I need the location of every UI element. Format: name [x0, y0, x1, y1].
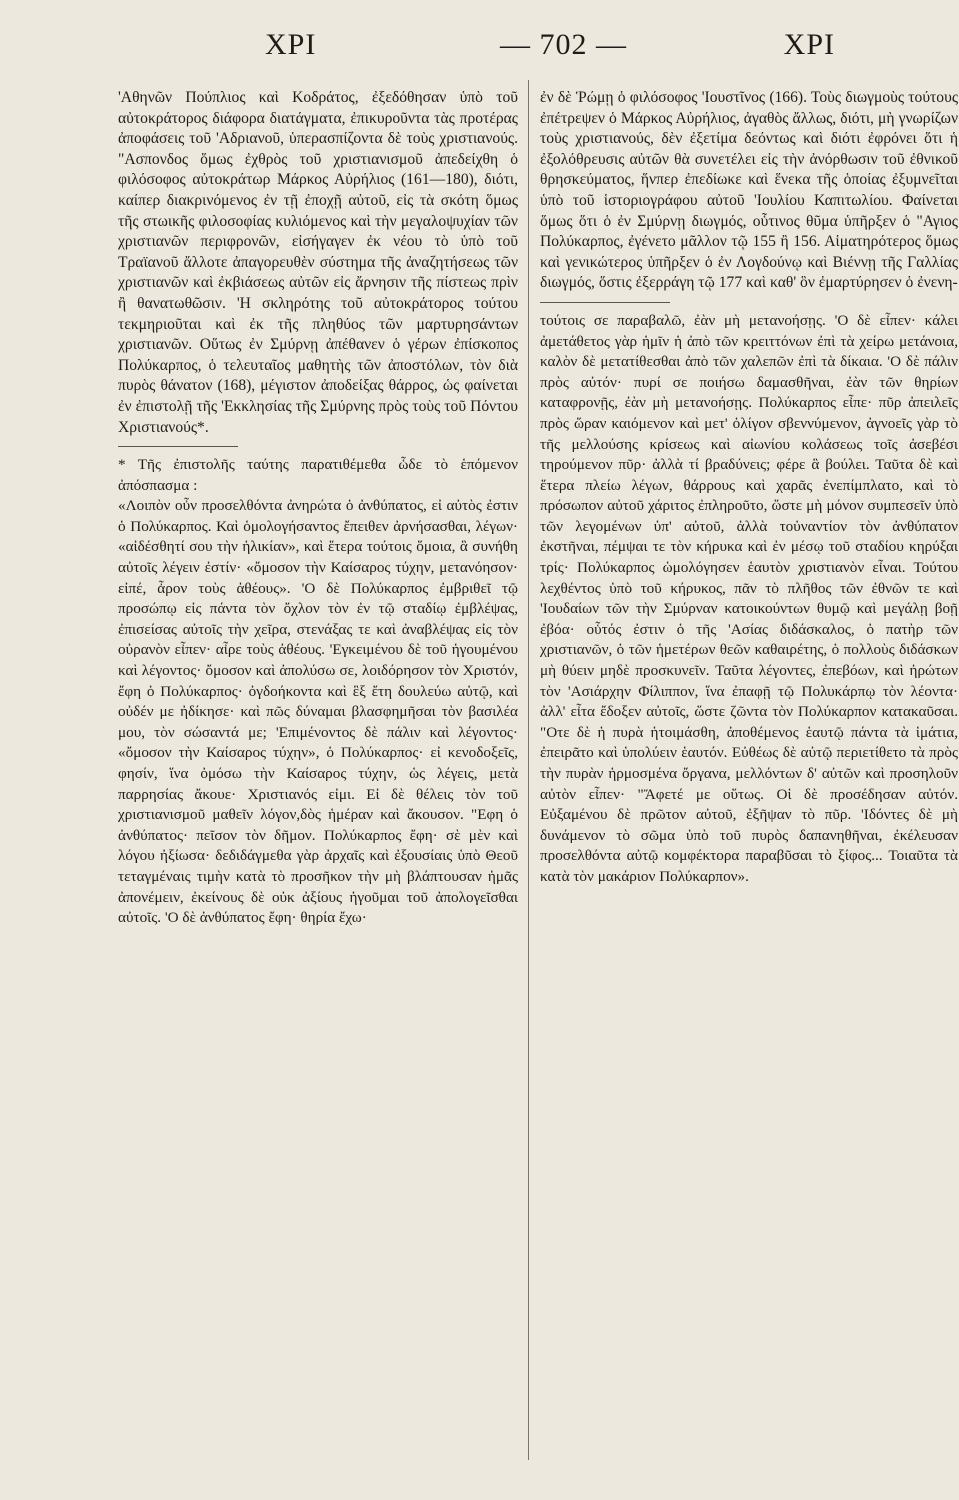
left-main-text: 'Αθηνῶν Πούπλιος καὶ Κοδράτος, ἐξεδόθησαν ὑπὸ τοῦ αὐτοκράτορος διάφορα διατάγματα, ἐπικυροῦντα τὰς προτέρας ἀποφάσεις τοῦ 'Αδριανοῦ, ὑπερασπίζοντα δὲ τοὺς χριστιανούς. "Ασπονδος ὅμως ἐχθρὸς τοῦ χριστιανισμοῦ ἀπεδείχθη ὁ φιλόσοφος αὐτοκράτωρ Μάρκος Αὐρήλιος (161—180), διότι, καίπερ διακρινόμενος ἐν τῇ ἐποχῇ αὐτοῦ, εἰς τὰ σκότη ὅμως τῆς στωικῆς φιλοσοφίας κυλιόμενος καὶ τὴν μεγαλοψυχίαν τῶν χριστιανῶν περιφρονῶν, εἰσήγαγεν ἐκ νέου τὸ ὑπὸ τοῦ Τραϊανοῦ ἄλλοτε ἀπαγορευθὲν σύστημα τῆς ἀναζητήσεως τῶν χριστιανῶν καὶ ἐκβιάσεως αὐτῶν εἰς ἄρνησιν τῆς πίστεως πρὶν ἢ θανατωθῶσιν. 'Η σκληρότης τοῦ αὐτοκράτορος τούτου τεκμηριοῦται καὶ ἐκ τῆς πληθύος τῶν μαρτυρησάντων χριστιανῶν. Οὕτως ἐν Σμύρνῃ ἀπέθανεν ὁ γέρων ἐπίσκοπος Πολύκαρπος, ὁ τελευταῖος μαθητὴς τῶν ἀποστόλων, τὸν διὰ πυρὸς θάνατον (168), μέγιστον ἀποδείξας θάρρος, ὡς φαίνεται ἐν ἐπιστολῇ τῆς 'Εκκλησίας τῆς Σμύρνης πρὸς τοὺς τοῦ Πόντου Χριστιανούς*.	[118, 89, 518, 436]
footnote-intro: * Τῆς ἐπιστολῆς ταύτης παρατιθέμεθα ὧδε τὸ ἑπόμενον ἀπόσπασμα :	[118, 456, 518, 494]
header-right-keyword: ΧΡΙ	[783, 28, 835, 61]
footnote-rule-right	[540, 302, 670, 303]
page-header	[95, 28, 855, 76]
footnote-rule-left	[118, 446, 238, 447]
page-number: — 702 —	[500, 28, 627, 61]
header-left-keyword: ΧΡΙ	[265, 28, 317, 61]
right-main-text: ἐν δὲ Ῥώμῃ ὁ φιλόσοφος 'Ιουστῖνος (166). Τοὺς διωγμοὺς τούτους ἐπέτρεψεν ὁ Μάρκος Αὐρήλιος, ἀγαθὸς ἄλλως, διότι, μὴ γνωρίζων τοὺς χριστιανούς, δὲν ἐξετίμα δεόντως καὶ διότι ἐφρόνει ὅτι ἡ ἐξολόθρευσις αὐτῶν θὰ συνετέλει εἰς τὴν ἀνόρθωσιν τοῦ ἐθνικοῦ θρησκεύματος, ἥνπερ ἐπεδίωκε καὶ ἕνεκα τῆς ὁποίας ἐξυμνεῖται ὑπὸ τοῦ ἱστοριογράφου αὐτοῦ 'Ιουλίου Καπιτωλίου. Φαίνεται ὅμως ὅτι ὁ ἐν Σμύρνῃ διωγμός, οὗτινος θῦμα ὑπῆρξεν ὁ "Αγιος Πολύκαρπος, ἐγένετο μᾶλλον τῷ 155 ἢ 156. Αἱματηρότερος ὅμως καὶ γενικώτερος ὑπῆρξεν ὁ ἐν Λογδούνῳ καὶ Βιέννῃ τῆς Γαλλίας διωγμός, ὅστις ἐξερράγη τῷ 177 καὶ καθ' ὃν ἐμαρτύρησεν ὁ ἐνενη-	[540, 89, 958, 292]
right-column	[540, 88, 958, 888]
column-divider	[528, 80, 529, 1460]
left-column	[118, 88, 518, 929]
footnote-text-right: τούτοις σε παραβαλῶ, ἐὰν μὴ μετανοήσῃς. 'Ο δὲ εἶπεν· κάλει ἀμετάθετος γὰρ ἡμῖν ἡ ἀπὸ τῶν κρειττόνων ἐπὶ τὰ χείρω μετάνοια, καλὸν δὲ μετατίθεσθαι ἀπὸ τῶν χαλεπῶν ἐπὶ τὰ δίκαια. 'Ο δὲ πάλιν πρὸς αὐτόν· πυρί σε ποιήσω δαμασθῆναι, ἐὰν τῶν θηρίων καταφρονῇς, ἐὰν μὴ μετανοήσῃς. Πολύκαρπος εἶπε· πῦρ ἀπειλεῖς πρὸς ὥραν καιόμενον καὶ μετ' ὀλίγον σβεννύμενον, ἀγνοεῖς γὰρ τὸ τῆς μελλούσης κρίσεως καὶ αἰωνίου κολάσεως τοῖς ἀσεβέσι τηρούμενον πῦρ· ἀλλὰ τί βραδύνεις; φέρε ἃ βούλει. Ταῦτα δὲ καὶ ἕτερα πλείω λέγων, θάρρους καὶ χαρᾶς ἐνεπίμπλατο, καὶ τὸ πρόσωπον αὐτοῦ χάριτος ἐπληροῦτο, ὥστε μὴ μόνον συμπεσεῖν ὑπὸ τῶν λεγομένων ὑπ' αὐτοῦ, ἀλλὰ τοὐναντίον τὸν ἀνθύπατον ἐκστῆναι, πέμψαι τε τὸν κήρυκα καὶ ἐν μέσῳ τοῦ σταδίου κηρύξαι τρίς· Πολύκαρπος ὡμολόγησεν ἑαυτὸν χριστιανὸν εἶναι. Τούτου λεχθέντος ὑπὸ τοῦ κήρυκος, πᾶν τὸ πλῆθος τῶν ἐθνῶν τε καὶ 'Ιουδαίων τῶν τὴν Σμύρναν κατοικούντων θυμῷ καὶ μεγάλῃ βοῇ ἐβόα· οὗτός ἐστιν ὁ τῆς 'Ασίας διδάσκαλος, ὁ πατὴρ τῶν χριστιανῶν, ὁ τῶν ἡμετέρων θεῶν καθαιρέτης, ὁ πολλοὺς διδάσκων μὴ θύειν μηδὲ προσκυνεῖν. Ταῦτα λέγοντες, ἐπεβόων, καὶ ἠρώτων τὸν 'Ασιάρχην Φίλιππον, ἵνα ἐπαφῇ τῷ Πολυκάρπῳ τὸν λέοντα· ἀλλ' εἶτα ἔδοξεν αὐτοῖς, ὥστε ζῶντα τὸν Πολύκαρπον κατακαῦσαι. "Οτε δὲ ἡ πυρὰ ἡτοιμάσθη, ἀποθέμενος ἑαυτῷ πάντα τὰ ἱμάτια, ἐπειρᾶτο καὶ ὑπολύειν ἑαυτόν. Εὐθέως δὲ αὐτῷ περιετίθετο τὰ πρὸς τὴν πυρὰν ἡρμοσμένα ὄργανα, μελλόντων δ' αὐτῶν καὶ προσηλοῦν αὐτὸν εἶπεν· "Ἄφετέ με οὕτως. Οἱ δὲ προσέδησαν αὐτόν. Εὐξαμένου δὲ πρῶτον αὐτοῦ, ἐξῆψαν τὸ πῦρ. 'Ιδόντες δὲ μὴ δυνάμενον τὸ σῶμα ὑπὸ τοῦ πυρὸς δαπανηθῆναι, ἐκέλευσαν προσελθόντα αὐτῷ κομφέκτορα παραβῦσαι τὸ ξίφος... Τοιαῦτα τὰ κατὰ τὸν μακάριον Πολύκαρπον».	[540, 311, 958, 885]
footnote-text-left: «Λοιπὸν οὖν προσελθόντα ἀνηρώτα ὁ ἀνθύπατος, εἰ αὐτὸς ἐστιν ὁ Πολύκαρπος. Καὶ ὁμολογήσαντος ἔπειθεν ἀρνήσασθαι, λέγων· «αἰδέσθητί σου τὴν ἡλικίαν», καὶ ἕτερα τούτοις ὅμοια, ἃ συνήθη αὐτοῖς λέγειν ἐστίν· «ὄμοσον τὴν Καίσαρος τύχην, μετανόησον· εἰπέ, ἆρον τοὺς ἀθέους». 'Ο δὲ Πολύκαρπος ἐμβριθεῖ τῷ προσώπῳ εἰς πάντα τὸν ὄχλον τὸν ἐν τῷ σταδίῳ ἐμβλέψας, ἐπισείσας αὐτοῖς τὴν χεῖρα, στενάξας τε καὶ ἀναβλέψας εἰς τὸν οὐρανὸν εἶπεν· αἶρε τοὺς ἀθέους. 'Εγκειμένου δὲ τοῦ ἡγουμένου καὶ λέγοντος· ὄμοσον καὶ ἀπολύσω σε, λοιδόρησον τὸν Χριστόν, ἔφη ὁ Πολύκαρπος· ὀγδοήκοντα καὶ ἓξ ἔτη δουλεύω αὐτῷ, καὶ οὐδέν με ἠδίκησε· καὶ πῶς δύναμαι βλασφημῆσαι τὸν βασιλέα μου, τὸν σώσαντά με; 'Επιμένοντος δὲ πάλιν καὶ λέγοντος· «ὄμοσον τὴν Καίσαρος τύχην», ὁ Πολύκαρπος· εἰ κενοδοξεῖς, φησίν, ἵνα ὀμόσω τὴν Καίσαρος τύχην, ὡς λέγεις, μετὰ παρρησίας ἄκουε· Χριστιανός εἰμι. Εἰ δὲ θέλεις τὸν τοῦ χριστιανισμοῦ μαθεῖν λόγον,δὸς ἡμέραν καὶ ἄκουσον. "Εφη ὁ ἀνθύπατος· πεῖσον τὸν δῆμον. Πολύκαρπος ἔφη· σὲ μὲν καὶ λόγου ἠξίωσα· δεδιδάγμεθα γὰρ ἀρχαῖς καὶ ἐξουσίαις ὑπὸ Θεοῦ τεταγμέναις τιμὴν κατὰ τὸ προσῆκον τὴν μὴ βλάπτουσαν ἡμᾶς ἀπονέμειν, ἐκείνους δὲ οὐκ ἀξίους ἡγοῦμαι τοῦ ἀπολογεῖσθαι αὐτοῖς. 'Ο δὲ ἀνθύπατος ἔφη· θηρία ἔχω·	[118, 497, 518, 927]
